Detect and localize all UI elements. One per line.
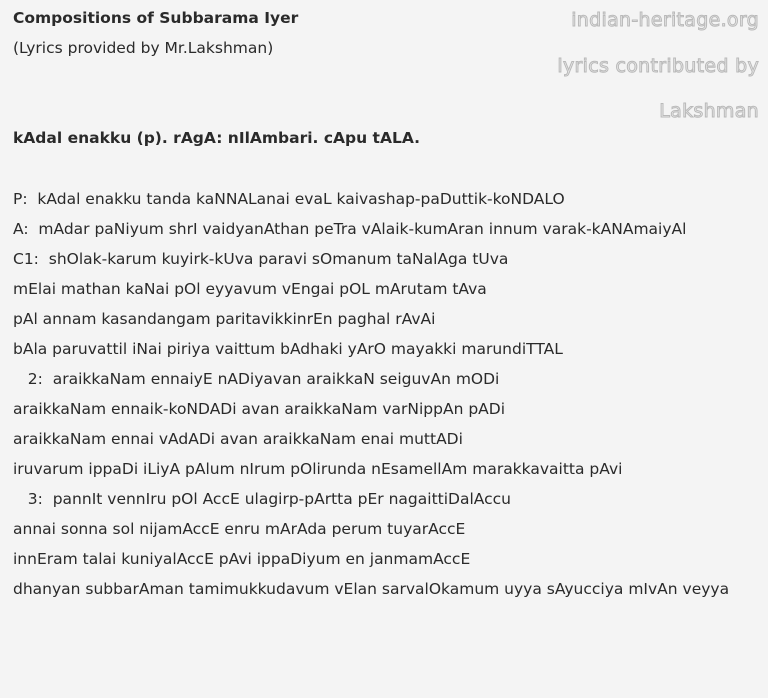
lyric-line: A: mAdar paNiyum shrI vaidyanAthan peTra vAlaik-kumAran innum varak-kANAmaiyAl [13, 220, 687, 238]
lyric-line: P: kAdal enakku tanda kaNNALanai evaL kaivashap-paDuttik-koNDALO [13, 190, 565, 208]
watermark-contributor: Lakshman [659, 100, 759, 122]
lyric-line: innEram talai kuniyalAccE pAvi ippaDiyum en janmamAccE [13, 550, 471, 568]
lyric-line: mElai mathan kaNai pOl eyyavum vEngai pOL mArutam tAva [13, 280, 487, 298]
lyric-line: 3: pannIt vennIru pOl AccE ulagirp-pArtta pEr nagaittiDalAccu [13, 490, 511, 508]
song-title: kAdal enakku (p). rAgA: nIlAmbari. cApu tALA. [13, 129, 421, 147]
lyric-line: araikkaNam ennai vAdADi avan araikkaNam enai muttADi [13, 430, 463, 448]
lyric-line: annai sonna sol nijamAccE enru mArAda perum tuyarAccE [13, 520, 466, 538]
lyrics-credit: (Lyrics provided by Mr.Lakshman) [13, 39, 274, 57]
lyric-line: iruvarum ippaDi iLiyA pAlum nIrum pOlirunda nEsamellAm marakkavaitta pAvi [13, 460, 623, 478]
lyric-line: C1: shOlak-karum kuyirk-kUva paravi sOmanum taNalAga tUva [13, 250, 509, 268]
lyrics-block [13, 188, 729, 608]
watermark-contributed: lyrics contributed by [557, 55, 759, 77]
lyric-line: araikkaNam ennaik-koNDADi avan araikkaNam varNippAn pADi [13, 400, 506, 418]
lyric-line: dhanyan subbarAman tamimukkudavum vElan sarvalOkamum uyya sAyucciya mIvAn veyya [13, 580, 730, 598]
lyric-line: 2: araikkaNam ennaiyE nADiyavan araikkaN seiguvAn mODi [13, 370, 500, 388]
lyric-line: pAl annam kasandangam paritavikkinrEn paghal rAvAi [13, 310, 436, 328]
lyric-line: bAla paruvattil iNai piriya vaittum bAdhaki yArO mayakki marundiTTAL [13, 340, 563, 358]
page-title: Compositions of Subbarama Iyer [13, 9, 299, 27]
watermark-site: indian-heritage.org [571, 9, 759, 31]
